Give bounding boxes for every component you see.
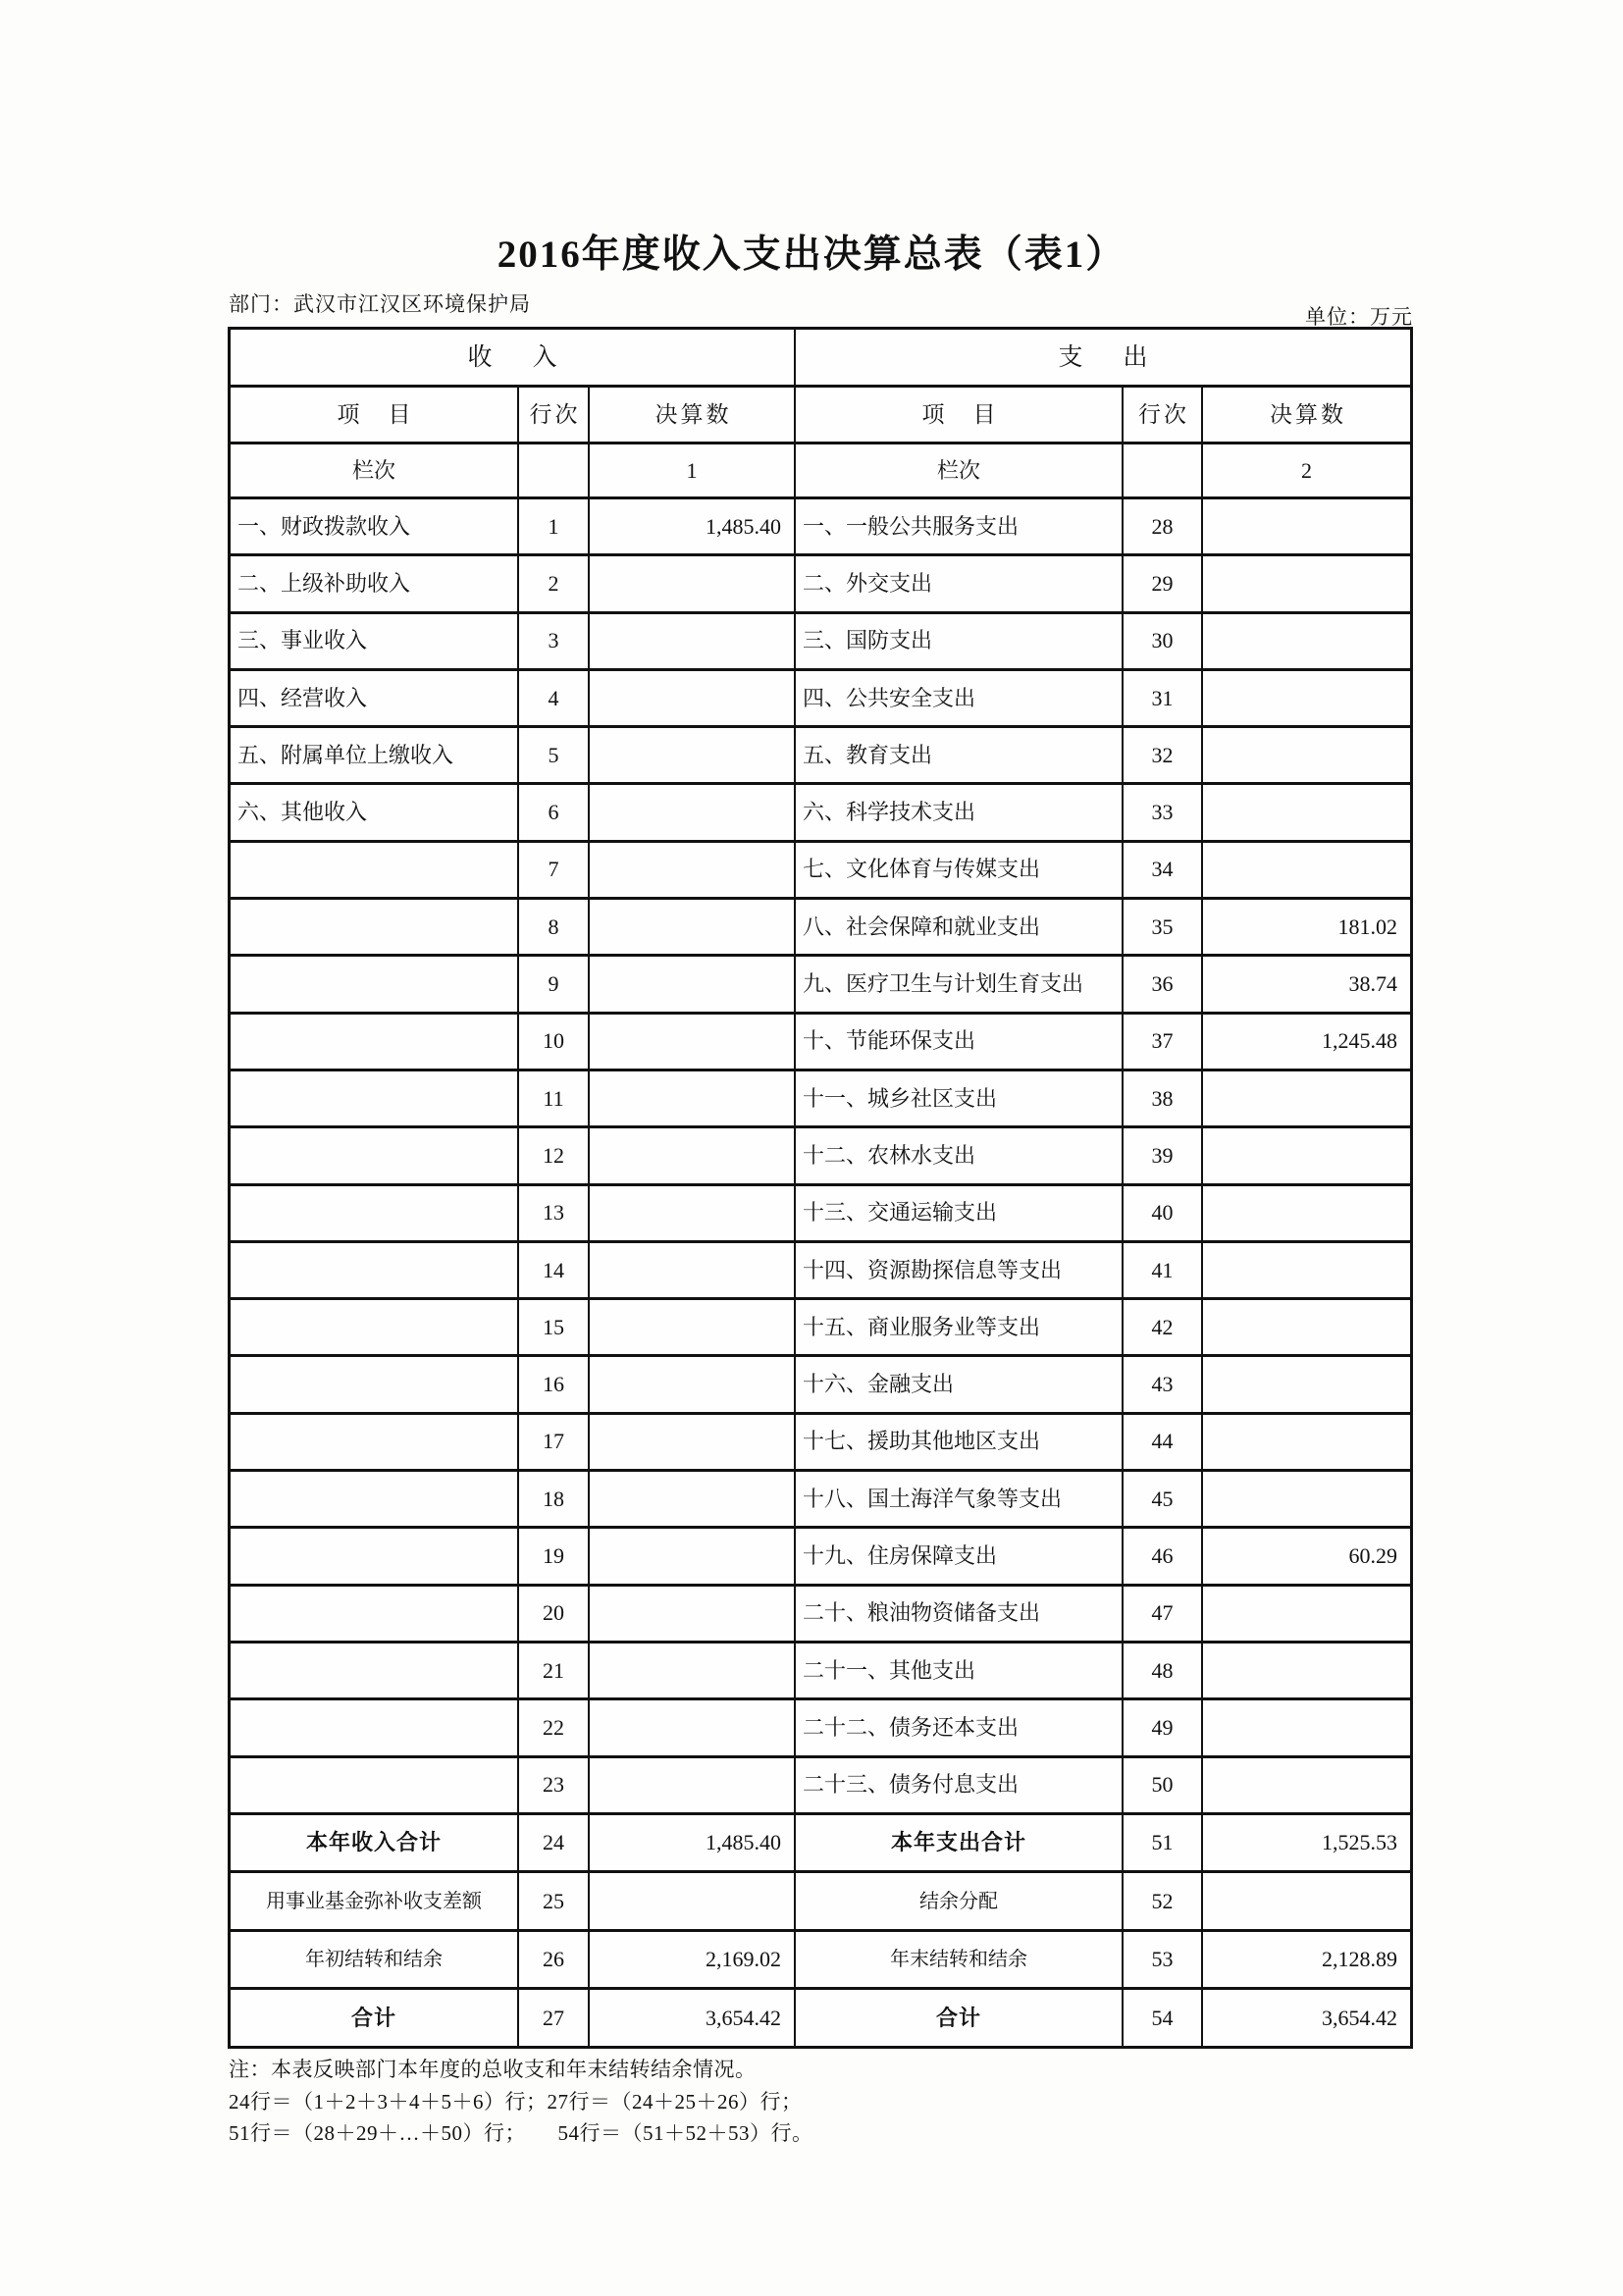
expense-summary-line: 52 [1124, 1873, 1201, 1929]
expense-item-label: 十九、住房保障支出 [796, 1529, 1122, 1583]
expense-item-label: 十、节能环保支出 [796, 1015, 1122, 1069]
income-line-number: 20 [519, 1587, 588, 1641]
expense-line-number: 42 [1124, 1300, 1201, 1354]
department-label: 部门：武汉市江汉区环境保护局 [229, 292, 531, 316]
expense-summary-amount: 3,654.42 [1203, 1990, 1410, 2046]
expense-line-number: 40 [1124, 1186, 1201, 1240]
expense-line-number: 30 [1124, 614, 1201, 668]
expense-line-number: 46 [1124, 1529, 1201, 1583]
income-summary-line: 26 [519, 1932, 588, 1988]
expense-line-number: 50 [1124, 1758, 1201, 1812]
expense-amount [1203, 1415, 1410, 1469]
income-summary-label: 合计 [231, 1990, 517, 2046]
income-item-label [231, 1758, 517, 1812]
expense-item-header: 项 目 [796, 388, 1122, 442]
expense-summary-amount [1203, 1873, 1410, 1929]
income-item-label [231, 1644, 517, 1697]
income-item-label [231, 1300, 517, 1354]
income-item-label [231, 900, 517, 954]
expense-summary-line: 54 [1124, 1990, 1201, 2046]
income-line-number: 10 [519, 1015, 588, 1069]
expense-summary-label: 合计 [796, 1990, 1122, 2046]
expense-amount: 1,245.48 [1203, 1015, 1410, 1069]
income-item-label [231, 1472, 517, 1526]
expense-line-number: 33 [1124, 785, 1201, 839]
income-amount [590, 1243, 794, 1297]
income-column-index-value: 1 [590, 444, 794, 496]
expense-amount [1203, 1128, 1410, 1182]
expense-line-number: 37 [1124, 1015, 1201, 1069]
income-amount [590, 957, 794, 1011]
income-amount [590, 843, 794, 897]
expense-column-index-value: 2 [1203, 444, 1410, 496]
expense-line-number: 34 [1124, 843, 1201, 897]
income-item-label [231, 1071, 517, 1125]
income-item-label [231, 1415, 517, 1469]
income-summary-label: 用事业基金弥补收支差额 [231, 1873, 517, 1929]
income-line-number: 23 [519, 1758, 588, 1812]
expense-item-label: 二十三、债务付息支出 [796, 1758, 1122, 1812]
income-item-label [231, 1529, 517, 1583]
income-amount [590, 1758, 794, 1812]
income-amount [590, 1700, 794, 1754]
income-amount [590, 1644, 794, 1697]
income-amount [590, 1015, 794, 1069]
expense-item-label: 五、教育支出 [796, 728, 1122, 782]
income-item-label [231, 957, 517, 1011]
income-amount [590, 1186, 794, 1240]
income-item-label: 五、附属单位上缴收入 [231, 728, 517, 782]
expense-amount: 60.29 [1203, 1529, 1410, 1583]
income-summary-label: 本年收入合计 [231, 1815, 517, 1871]
income-line-number: 18 [519, 1472, 588, 1526]
income-line-number: 14 [519, 1243, 588, 1297]
expense-column-index-label: 栏次 [796, 444, 1122, 496]
income-amount [590, 1071, 794, 1125]
expense-amount [1203, 843, 1410, 897]
income-item-label [231, 1357, 517, 1411]
expense-amount-header: 决算数 [1203, 388, 1410, 442]
income-line-number: 17 [519, 1415, 588, 1469]
income-amount [590, 728, 794, 782]
income-line-number: 22 [519, 1700, 588, 1754]
expense-item-label: 十一、城乡社区支出 [796, 1071, 1122, 1125]
expense-item-label: 一、一般公共服务支出 [796, 499, 1122, 553]
expense-line-number: 45 [1124, 1472, 1201, 1526]
income-amount [590, 1415, 794, 1469]
income-item-label [231, 843, 517, 897]
expense-amount [1203, 1587, 1410, 1641]
income-item-label [231, 1700, 517, 1754]
expense-line-header: 行次 [1124, 388, 1201, 442]
income-amount [590, 1128, 794, 1182]
income-line-number: 13 [519, 1186, 588, 1240]
income-item-header: 项 目 [231, 388, 517, 442]
footnote-line-3: 51行＝（28＋29＋…＋50）行； 54行＝（51＋52＋53）行。 [229, 2121, 813, 2145]
income-summary-line: 27 [519, 1990, 588, 2046]
income-amount [590, 614, 794, 668]
expense-line-number: 44 [1124, 1415, 1201, 1469]
expense-item-label: 八、社会保障和就业支出 [796, 900, 1122, 954]
expense-line-number: 35 [1124, 900, 1201, 954]
expense-line-number: 39 [1124, 1128, 1201, 1182]
expense-amount [1203, 1357, 1410, 1411]
income-item-label [231, 1587, 517, 1641]
income-line-number: 1 [519, 499, 588, 553]
income-amount [590, 900, 794, 954]
expense-amount [1203, 728, 1410, 782]
expense-item-label: 十八、国土海洋气象等支出 [796, 1472, 1122, 1526]
expense-section-header: 支 出 [796, 330, 1410, 385]
income-amount [590, 556, 794, 610]
income-line-number: 9 [519, 957, 588, 1011]
income-line-number: 11 [519, 1071, 588, 1125]
expense-line-number: 36 [1124, 957, 1201, 1011]
expense-item-label: 三、国防支出 [796, 614, 1122, 668]
expense-line-number: 43 [1124, 1357, 1201, 1411]
page-title: 2016年度收入支出决算总表（表1） [497, 234, 1126, 276]
expense-amount [1203, 499, 1410, 553]
income-summary-amount [590, 1873, 794, 1929]
expense-amount [1203, 1644, 1410, 1697]
expense-line-number: 41 [1124, 1243, 1201, 1297]
income-line-header: 行次 [519, 388, 588, 442]
expense-summary-amount: 2,128.89 [1203, 1932, 1410, 1988]
income-column-index-blank [519, 444, 588, 496]
expense-item-label: 十四、资源勘探信息等支出 [796, 1243, 1122, 1297]
income-amount [590, 1300, 794, 1354]
expense-summary-label: 本年支出合计 [796, 1815, 1122, 1871]
expense-line-number: 49 [1124, 1700, 1201, 1754]
income-line-number: 4 [519, 671, 588, 725]
income-summary-amount: 3,654.42 [590, 1990, 794, 2046]
expense-line-number: 28 [1124, 499, 1201, 553]
expense-amount [1203, 1758, 1410, 1812]
expense-amount [1203, 1243, 1410, 1297]
income-amount: 1,485.40 [590, 499, 794, 553]
expense-item-label: 二十二、债务还本支出 [796, 1700, 1122, 1754]
expense-amount: 38.74 [1203, 957, 1410, 1011]
expense-line-number: 38 [1124, 1071, 1201, 1125]
expense-line-number: 31 [1124, 671, 1201, 725]
expense-amount [1203, 556, 1410, 610]
expense-amount [1203, 1300, 1410, 1354]
expense-item-label: 十二、农林水支出 [796, 1128, 1122, 1182]
footnote-line-2: 24行＝（1＋2＋3＋4＋5＋6）行；27行＝（24＋25＋26）行； [229, 2089, 803, 2113]
income-section-header: 收 入 [231, 330, 794, 385]
expense-column-index-blank [1124, 444, 1201, 496]
expense-item-label: 二、外交支出 [796, 556, 1122, 610]
expense-summary-line: 51 [1124, 1815, 1201, 1871]
income-amount-header: 决算数 [590, 388, 794, 442]
income-amount [590, 785, 794, 839]
income-item-label [231, 1015, 517, 1069]
income-line-number: 21 [519, 1644, 588, 1697]
income-column-index-label: 栏次 [231, 444, 517, 496]
expense-item-label: 十七、援助其他地区支出 [796, 1415, 1122, 1469]
income-item-label: 六、其他收入 [231, 785, 517, 839]
expense-summary-line: 53 [1124, 1932, 1201, 1988]
expense-amount [1203, 1700, 1410, 1754]
final-accounts-table [228, 327, 1413, 2049]
expense-summary-label: 结余分配 [796, 1873, 1122, 1929]
income-line-number: 3 [519, 614, 588, 668]
expense-line-number: 32 [1124, 728, 1201, 782]
expense-amount [1203, 1186, 1410, 1240]
income-line-number: 15 [519, 1300, 588, 1354]
expense-item-label: 二十、粮油物资储备支出 [796, 1587, 1122, 1641]
income-item-label: 一、财政拨款收入 [231, 499, 517, 553]
income-line-number: 8 [519, 900, 588, 954]
table-grid [231, 330, 1410, 2046]
income-line-number: 12 [519, 1128, 588, 1182]
income-summary-amount: 1,485.40 [590, 1815, 794, 1871]
expense-summary-label: 年末结转和结余 [796, 1932, 1122, 1988]
footnotes [229, 2054, 813, 2150]
income-item-label [231, 1186, 517, 1240]
income-summary-line: 25 [519, 1873, 588, 1929]
expense-line-number: 48 [1124, 1644, 1201, 1697]
expense-item-label: 六、科学技术支出 [796, 785, 1122, 839]
income-amount [590, 1587, 794, 1641]
expense-amount [1203, 1071, 1410, 1125]
income-line-number: 6 [519, 785, 588, 839]
income-summary-label: 年初结转和结余 [231, 1932, 517, 1988]
expense-item-label: 二十一、其他支出 [796, 1644, 1122, 1697]
income-item-label [231, 1243, 517, 1297]
income-line-number: 16 [519, 1357, 588, 1411]
income-summary-line: 24 [519, 1815, 588, 1871]
expense-item-label: 十六、金融支出 [796, 1357, 1122, 1411]
expense-line-number: 47 [1124, 1587, 1201, 1641]
income-amount [590, 1529, 794, 1583]
income-amount [590, 1472, 794, 1526]
expense-amount [1203, 614, 1410, 668]
expense-amount: 181.02 [1203, 900, 1410, 954]
income-item-label: 四、经营收入 [231, 671, 517, 725]
expense-item-label: 十五、商业服务业等支出 [796, 1300, 1122, 1354]
income-item-label: 三、事业收入 [231, 614, 517, 668]
expense-item-label: 十三、交通运输支出 [796, 1186, 1122, 1240]
income-line-number: 7 [519, 843, 588, 897]
expense-item-label: 四、公共安全支出 [796, 671, 1122, 725]
expense-amount [1203, 671, 1410, 725]
expense-item-label: 九、医疗卫生与计划生育支出 [796, 957, 1122, 1011]
expense-summary-amount: 1,525.53 [1203, 1815, 1410, 1871]
income-line-number: 5 [519, 728, 588, 782]
income-line-number: 2 [519, 556, 588, 610]
income-line-number: 19 [519, 1529, 588, 1583]
income-item-label: 二、上级补助收入 [231, 556, 517, 610]
income-item-label [231, 1128, 517, 1182]
expense-line-number: 29 [1124, 556, 1201, 610]
footnote-line-1: 注：本表反映部门本年度的总收支和年末结转结余情况。 [229, 2058, 757, 2081]
income-amount [590, 1357, 794, 1411]
expense-amount [1203, 1472, 1410, 1526]
income-amount [590, 671, 794, 725]
expense-amount [1203, 785, 1410, 839]
income-summary-amount: 2,169.02 [590, 1932, 794, 1988]
unit-label: 单位：万元 [1305, 305, 1413, 329]
expense-item-label: 七、文化体育与传媒支出 [796, 843, 1122, 897]
